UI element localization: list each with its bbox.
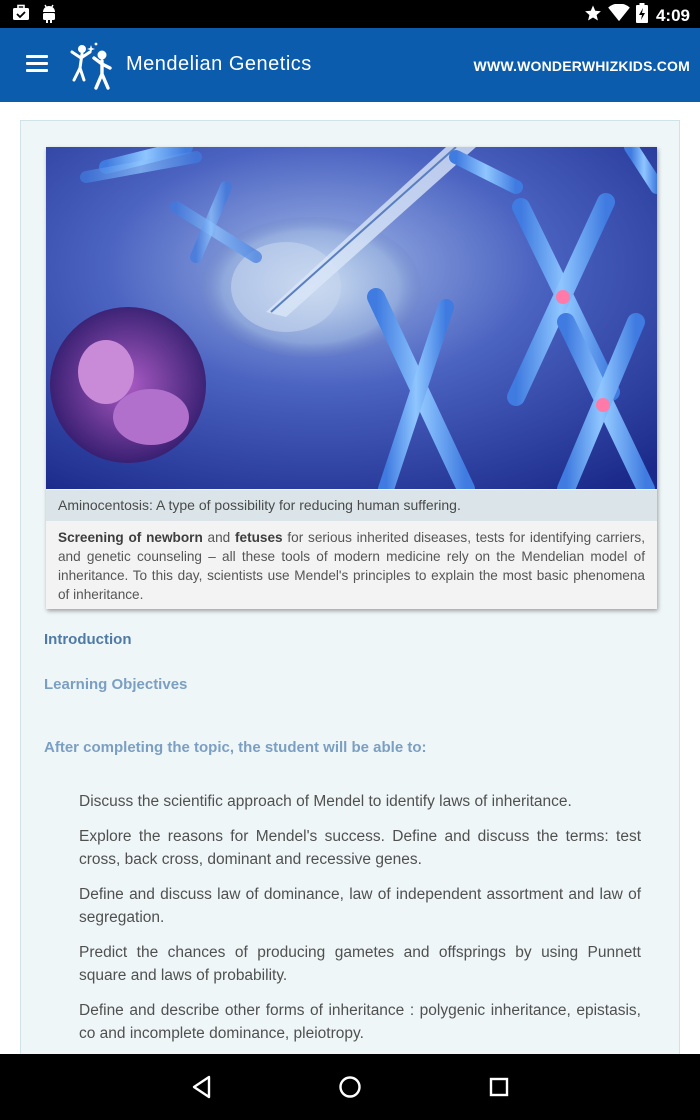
wonderwhizkids-logo-icon <box>68 40 122 90</box>
clock-time: 4:09 <box>655 5 690 25</box>
amniocentesis-image[interactable] <box>46 147 657 489</box>
objective-item: Define and describe other forms of inheritance : polygenic inheritance, epistasis, co and incomplete dominance, pleiotropy. <box>79 1002 641 1042</box>
battery-charging-icon <box>636 3 648 28</box>
briefcase-check-icon <box>12 4 30 29</box>
menu-button[interactable] <box>26 55 48 75</box>
objective-item: Explore the reasons for Mendel's success. Define and discuss the terms: test cross, back cross, dominant and recessive genes. <box>79 828 641 868</box>
star-icon <box>584 4 602 27</box>
figure-caption: Aminocentosis: A type of possibility for reducing human suffering. <box>46 490 657 521</box>
objectives-intro-heading: After completing the topic, the student will be able to: <box>44 739 427 756</box>
objective-item: Define and discuss law of dominance, law of independent assortment and law of segregation. <box>79 886 641 926</box>
objectives-list <box>79 790 641 1057</box>
android-icon <box>40 4 58 29</box>
navigation-bar <box>0 1054 700 1120</box>
menu-icon <box>26 55 48 58</box>
wifi-icon <box>608 4 630 27</box>
status-bar <box>0 0 700 28</box>
content-area[interactable] <box>0 102 700 1047</box>
app-bar <box>0 28 700 102</box>
back-icon[interactable] <box>189 1074 215 1100</box>
home-icon[interactable] <box>337 1074 363 1100</box>
introduction-link[interactable]: Introduction <box>44 631 132 648</box>
recents-icon[interactable] <box>486 1074 512 1100</box>
figure-card <box>46 147 657 609</box>
website-link[interactable]: WWW.WONDERWHIZKIDS.COM <box>473 58 690 74</box>
app-title: Mendelian Genetics <box>126 53 312 75</box>
objective-item: Predict the chances of producing gametes and offsprings by using Punnett square and laws of probability. <box>79 944 641 984</box>
objective-item: Discuss the scientific approach of Mendel to identify laws of inheritance. <box>79 793 572 810</box>
learning-objectives-heading[interactable]: Learning Objectives <box>44 676 188 693</box>
figure-description: Screening of newborn and fetuses for serious inherited diseases, tests for identifying carriers, and genetic counseling – all these tools of modern medicine rely on the Mendelian model of inheritance. To this day, scientists use Mendel's principles to explain the most basic phenomena of inheritance. <box>58 530 646 602</box>
